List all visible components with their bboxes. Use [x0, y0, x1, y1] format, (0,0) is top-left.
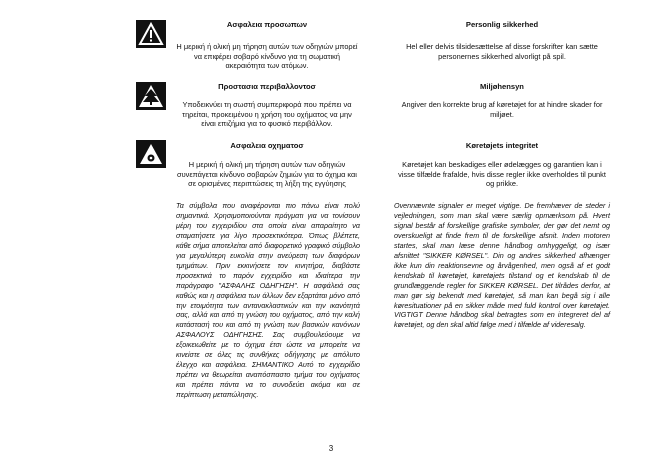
vehicle-safety-icon — [136, 140, 166, 168]
section-text-personal-gr: Η μερική ή ολική μη τήρηση αυτών των οδηγιών μπορεί να επιφέρει σοβαρό κίνδυνο για τη σωματική ακεραιότητα των ατόμων. — [176, 42, 358, 71]
warning-triangle-icon — [136, 20, 166, 48]
section-title-vehicle-dk: Køretøjets integritet — [465, 141, 539, 150]
section-text-vehicle-dk: Køretøjet kan beskadiges eller ødelægges og garantien kan i visse tilfælde frafalde, hvis disse regler ikke overholdes til punkt og prikke. — [398, 160, 606, 189]
intro-paragraph-dk: Ovennævnte signaler er meget vigtige. De fremhæver de steder i vejledningen, som man skal være særlig opmærksom på. Hvert signal består af forskellige grafiske symboler, der gør det nemt og overskueligt at finde frem til de forskellige afsnit. Inden motoren startes, skal man læse denne håndbog omhyggeligt, og især afsnittet "SIKKER KØRSEL". Din og andres sikkerhed afhænger ikke kun din reaktionsevne og årvågenhed, men også af et godt kendskab til køretøjet, køretøjets tilstand og et kendskab til de grundlæggende regler for SIKKER KØRSEL. Det tilrådes derfor, at man gør sig bekendt med køretøjet, så man kan begå sig i alle køresituationer på en sikker måde med fuld kontrol over køretøjet. VIGTIGT Denne håndbog skal betragtes som en integreret del af køretøjet, og den skal altid følge med i tilfælde af videresalg. — [394, 201, 610, 330]
section-text-environment-dk: Angiver den korrekte brug af køretøjet for at hindre skader for miljøet. — [401, 100, 603, 119]
environment-tree-icon — [136, 82, 166, 110]
section-text-environment-gr: Υποδεικνύει τη σωστή συμπεριφορά που πρέπει να τηρείται, προκειμένου η χρήση του οχήματος να μην είναι επιζήμια για το φυσικό περιβάλλον. — [182, 100, 352, 129]
section-title-environment-gr: Προστασια περιβαλλοντοσ — [218, 82, 316, 91]
section-title-personal-gr: Ασφαλεια προσωπων — [226, 20, 308, 29]
section-title-vehicle-gr: Ασφαλεια οχηματοσ — [230, 141, 304, 150]
section-title-personal-dk: Personlig sikkerhed — [465, 20, 539, 29]
page-number: 3 — [328, 444, 334, 453]
section-title-environment-dk: Miljøhensyn — [480, 82, 524, 91]
section-text-vehicle-gr: Η μερική ή ολική μη τήρηση αυτών των οδηγιών συνεπάγεται κίνδυνο σοβαρών ζημιών για το όχημα και σε ορισμένες περιπτώσεις τη λήξη της εγγύησης — [177, 160, 357, 189]
intro-paragraph-gr: Τα σύμβολα που αναφέρονται πιο πάνω είναι πολύ σημαντικά. Χρησιμοποιούνται πράγματι για να τονίσουν μέρη του εγχειριδίου στα οποία είναι απαραίτητο να σταματήσετε για λίγο προσεκτικότερα. Όπως βλέπετε, κάθε σήμα αποτελείται από διαφορετικό γραφικό σύμβολο για μεγαλύτερη ευκολία στην ανεύρεση των διαφόρων τμημάτων. Πριν εκκινήσετε τον κινητήρα, διαβάστε προσεκτικά το παρόν εγχειρίδιο και ιδιαίτερα την παράγραφο "ΑΣΦΑΛΗΣ ΟΔΗΓΗΣΗ". Η ασφάλειά σας καθώς και η ασφάλεια των άλλων δεν εξαρτάται μόνο από την ετοιμότητα των αντανακλαστικών και την ικανότητά σας, αλλά και από τη γνώση του οχήματος, από την καλή κατάστασή του και από τη γνώση των βασικών κανόνων ΑΣΦΑΛΟΥΣ ΟΔΗΓΗΣΗΣ. Σας συμβουλεύουμε να εξοικειωθείτε με το όχημα έτσι ώστε να μπορείτε να κινείστε σε όλες τις συνθήκες οδήγησης με απόλυτο έλεγχο και ασφάλεια. ΣΗΜΑΝΤΙΚΟ Αυτό το εγχειρίδιο πρέπει να θεωρείται αναπόσπαστο τμήμα του οχήματος και πρέπει πάντα να το συνοδεύει ακόμα και σε περίπτωση μεταπώλησης. — [176, 201, 360, 400]
section-text-personal-dk: Hel eller delvis tilsidesættelse af disse forskrifter kan sætte personernes sikkerhed alvorligt på spil. — [406, 42, 598, 61]
